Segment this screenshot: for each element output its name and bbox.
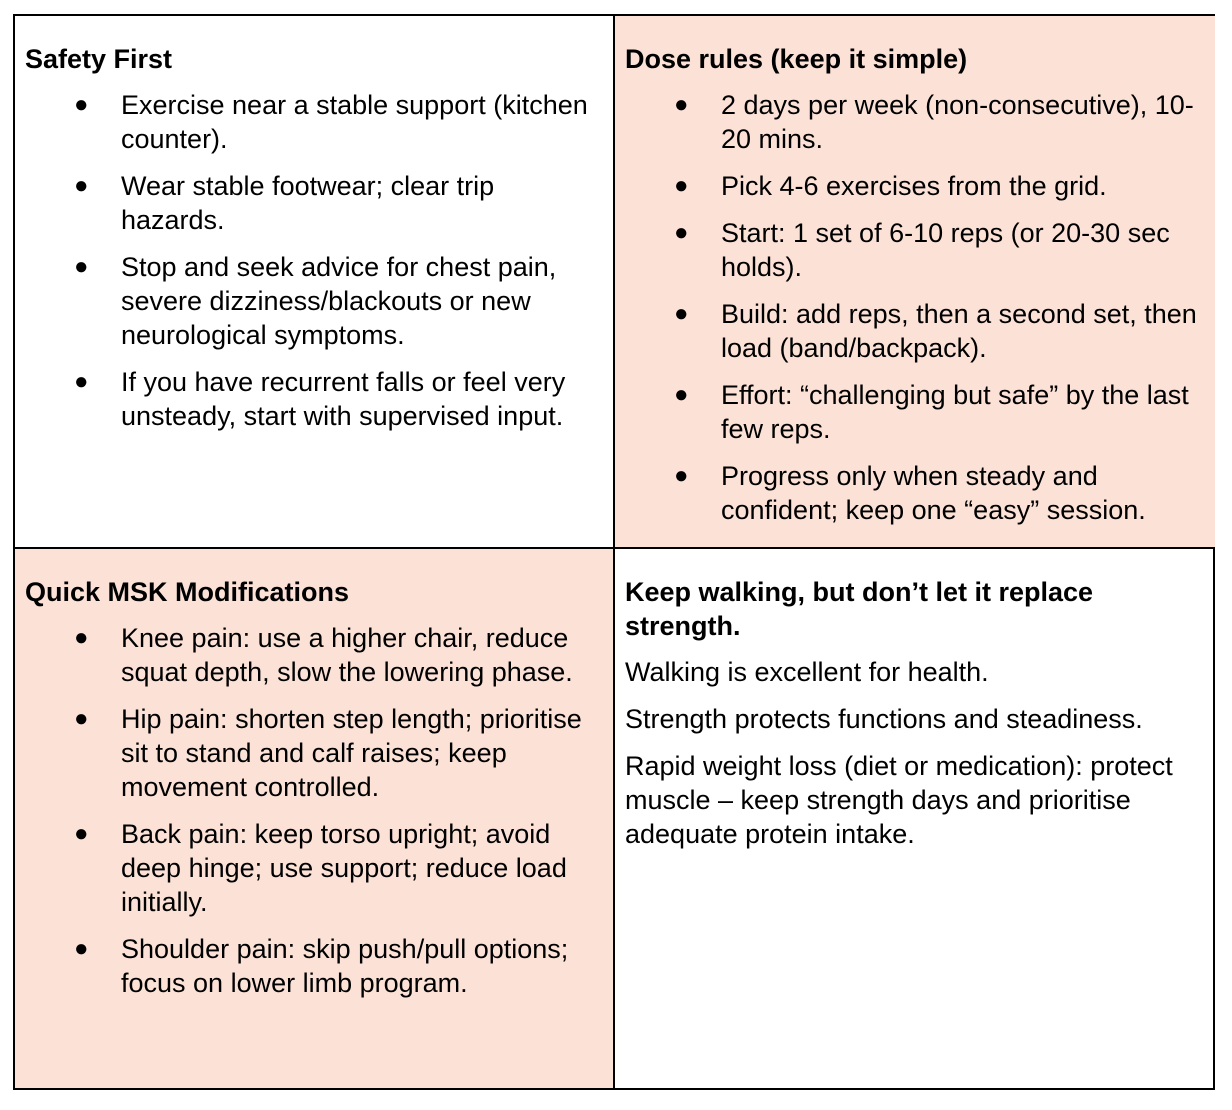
list-item-text: Start: 1 set of 6-10 reps (or 20-30 sec holds). xyxy=(721,218,1170,282)
list-item-text: Exercise near a stable support (kitchen counter). xyxy=(121,90,588,154)
msk-modifications-panel xyxy=(15,549,615,1088)
list-item xyxy=(625,459,1205,527)
list-item-text: Effort: “challenging but safe” by the last few reps. xyxy=(721,380,1189,444)
list-item xyxy=(625,378,1205,446)
list-item xyxy=(25,817,603,919)
list-item-text: Knee pain: use a higher chair, reduce squat depth, slow the lowering phase. xyxy=(121,623,573,687)
list-item-text: Back pain: keep torso upright; avoid deep hinge; use support; reduce load initially. xyxy=(121,819,567,917)
safety-first-title: Safety First xyxy=(25,44,173,74)
list-item-text: Wear stable footwear; clear trip hazards. xyxy=(121,171,495,235)
dose-rules-list xyxy=(625,88,1205,527)
bullet-icon: ● xyxy=(74,91,89,118)
bullet-icon: ● xyxy=(674,381,689,408)
list-item xyxy=(25,169,603,237)
list-item-text: If you have recurrent falls or feel very unsteady, start with supervised input. xyxy=(121,367,566,431)
list-item xyxy=(625,169,1205,203)
bullet-icon: ● xyxy=(74,705,89,732)
list-item-text: Shoulder pain: skip push/pull options; focus on lower limb program. xyxy=(121,934,569,998)
info-grid xyxy=(13,14,1215,1090)
bullet-icon: ● xyxy=(674,172,689,199)
list-item-text: Pick 4-6 exercises from the grid. xyxy=(721,171,1107,201)
bullet-icon: ● xyxy=(674,462,689,489)
bullet-icon: ● xyxy=(74,368,89,395)
msk-modifications-title: Quick MSK Modifications xyxy=(25,577,350,607)
list-item xyxy=(25,621,603,689)
list-item xyxy=(25,250,603,352)
list-item-text: Build: add reps, then a second set, then load (band/backpack). xyxy=(721,299,1197,363)
paragraph: Walking is excellent for health. xyxy=(625,657,989,687)
list-item xyxy=(25,932,603,1000)
dose-rules-panel xyxy=(615,16,1215,549)
bullet-icon: ● xyxy=(74,624,89,651)
bullet-icon: ● xyxy=(74,820,89,847)
list-item xyxy=(25,365,603,433)
list-item xyxy=(625,88,1205,156)
list-item-text: Stop and seek advice for chest pain, severe dizziness/blackouts or new neurological symptoms. xyxy=(121,252,557,350)
msk-modifications-list xyxy=(25,621,603,1000)
bullet-icon: ● xyxy=(74,253,89,280)
list-item-text: Hip pain: shorten step length; prioritise sit to stand and calf raises; keep movement controlled. xyxy=(121,704,582,802)
safety-first-list xyxy=(25,88,603,433)
list-item-text: Progress only when steady and confident; keep one “easy” session. xyxy=(721,461,1146,525)
paragraph: Strength protects functions and steadiness. xyxy=(625,704,1143,734)
list-item xyxy=(625,216,1205,284)
list-item xyxy=(25,702,603,804)
list-item xyxy=(625,297,1205,365)
dose-rules-title: Dose rules (keep it simple) xyxy=(625,44,968,74)
bullet-icon: ● xyxy=(674,91,689,118)
safety-first-panel xyxy=(15,16,615,549)
bullet-icon: ● xyxy=(674,300,689,327)
list-item-text: 2 days per week (non-consecutive), 10-20 mins. xyxy=(721,90,1194,154)
paragraph: Rapid weight loss (diet or medication): protect muscle – keep strength days and prioritise adequate protein intake. xyxy=(625,751,1173,849)
list-item xyxy=(25,88,603,156)
keep-walking-title: Keep walking, but don’t let it replace strength. xyxy=(625,577,1094,641)
bullet-icon: ● xyxy=(674,219,689,246)
bullet-icon: ● xyxy=(74,935,89,962)
keep-walking-panel xyxy=(615,549,1215,1088)
bullet-icon: ● xyxy=(74,172,89,199)
